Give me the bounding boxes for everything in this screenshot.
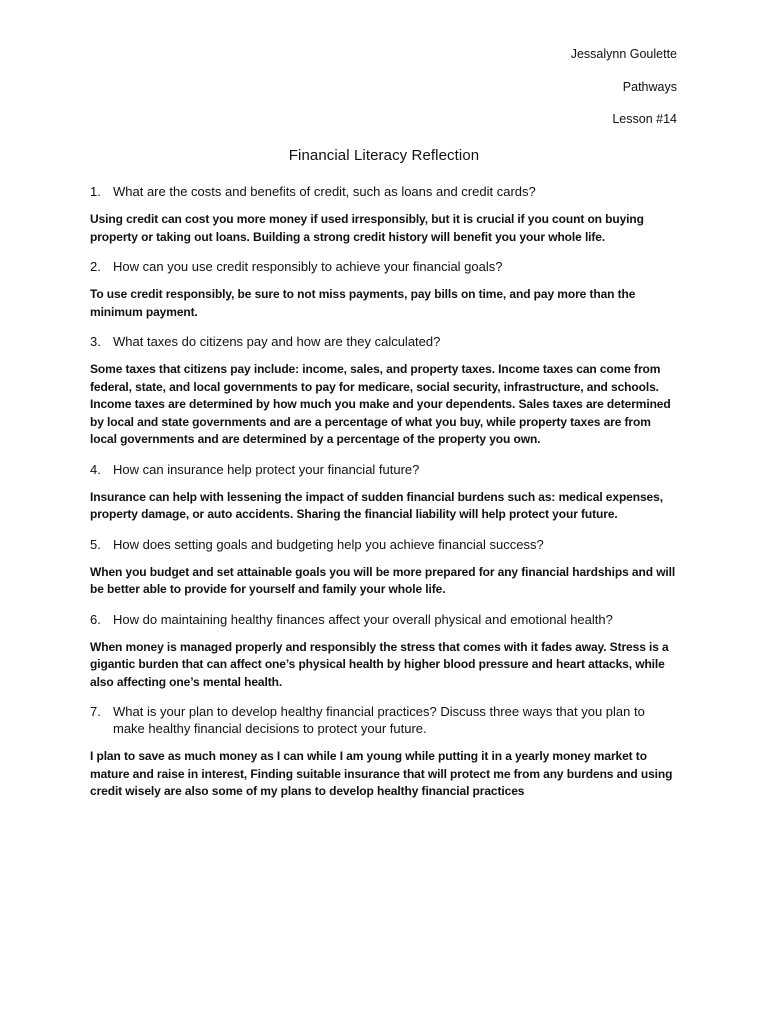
answer-4: Insurance can help with lessening the impact of sudden financial burdens such as: medical expenses, property damage, or auto accidents. Sharing the financial liability will help protect your future. — [90, 489, 663, 521]
question-number: 4. — [90, 461, 101, 477]
answer-7: I plan to save as much money as I can while I am young while putting it in a yearly money market to mature and raise in interest, Finding suitable insurance that will protect me from any burdens and using credit wisely are also some of my plans to develop healthy financial practices — [90, 749, 673, 798]
question-text: What are the costs and benefits of credit, such as loans and credit cards? — [113, 184, 536, 199]
answer-3: Some taxes that citizens pay include: income, sales, and property taxes. Income taxes can come from federal, state, and local governments to pay for medicare, social security, infrastructure, and schools. Income taxes are determined by how much you make and your dependents. Sales taxes are determined by local and state governments and are a percentage of what you buy, while property taxes are from local governments and are determined by a percentage of the property you own. — [90, 362, 671, 446]
answer-2: To use credit responsibly, be sure to not miss payments, pay bills on time, and pay more than the minimum payment. — [90, 287, 636, 319]
question-6 — [90, 611, 680, 628]
question-number: 2. — [90, 259, 101, 274]
question-3 — [90, 333, 680, 350]
answer-6: When money is managed properly and responsibly the stress that comes with it fades away. Stress is a gigantic burden that can affect one’s physical health by higher blood pressure and heart attacks, while also affecting one’s mental health. — [90, 639, 669, 689]
question-7 — [90, 703, 680, 737]
qa-item-2 — [90, 258, 680, 321]
document-header — [571, 46, 677, 144]
qa-item-6 — [90, 611, 680, 692]
question-number: 1. — [90, 184, 101, 199]
qa-item-3 — [90, 333, 680, 449]
qa-item-5 — [90, 536, 680, 599]
answer-5: When you budget and set attainable goals you will be more prepared for any financial hardships and will be better able to provide for yourself and family your whole life. — [90, 564, 676, 596]
question-text: How does setting goals and budgeting help you achieve financial success? — [113, 536, 544, 552]
qa-item-7 — [90, 703, 680, 801]
lesson-number: Lesson #14 — [612, 112, 677, 126]
answer-1: Using credit can cost you more money if used irresponsibly, but it is crucial if you count on buying property or taking out loans. Building a strong credit history will benefit you your whole life. — [90, 212, 644, 244]
question-number: 6. — [90, 611, 101, 627]
question-number: 3. — [90, 334, 101, 349]
question-1 — [90, 183, 680, 200]
qa-item-4 — [90, 461, 680, 524]
question-text: How can you use credit responsibly to achieve your financial goals? — [113, 259, 503, 274]
question-number: 5. — [90, 536, 101, 552]
course-name: Pathways — [622, 79, 677, 94]
question-text: How do maintaining healthy finances affect your overall physical and emotional health? — [113, 611, 613, 627]
question-4 — [90, 461, 680, 478]
question-text: What is your plan to develop healthy financial practices? Discuss three ways that you plan to make healthy financial decisions to protect your future. — [113, 704, 645, 736]
question-text: What taxes do citizens pay and how are they calculated? — [113, 334, 441, 349]
author-name: Jessalynn Goulette — [570, 47, 677, 61]
question-text: How can insurance help protect your financial future? — [113, 461, 420, 477]
document-title: Financial Literacy Reflection — [288, 147, 480, 164]
reflection-list — [90, 183, 680, 813]
question-number: 7. — [90, 704, 101, 719]
question-5 — [90, 536, 680, 553]
question-2 — [90, 258, 680, 275]
qa-item-1 — [90, 183, 680, 246]
